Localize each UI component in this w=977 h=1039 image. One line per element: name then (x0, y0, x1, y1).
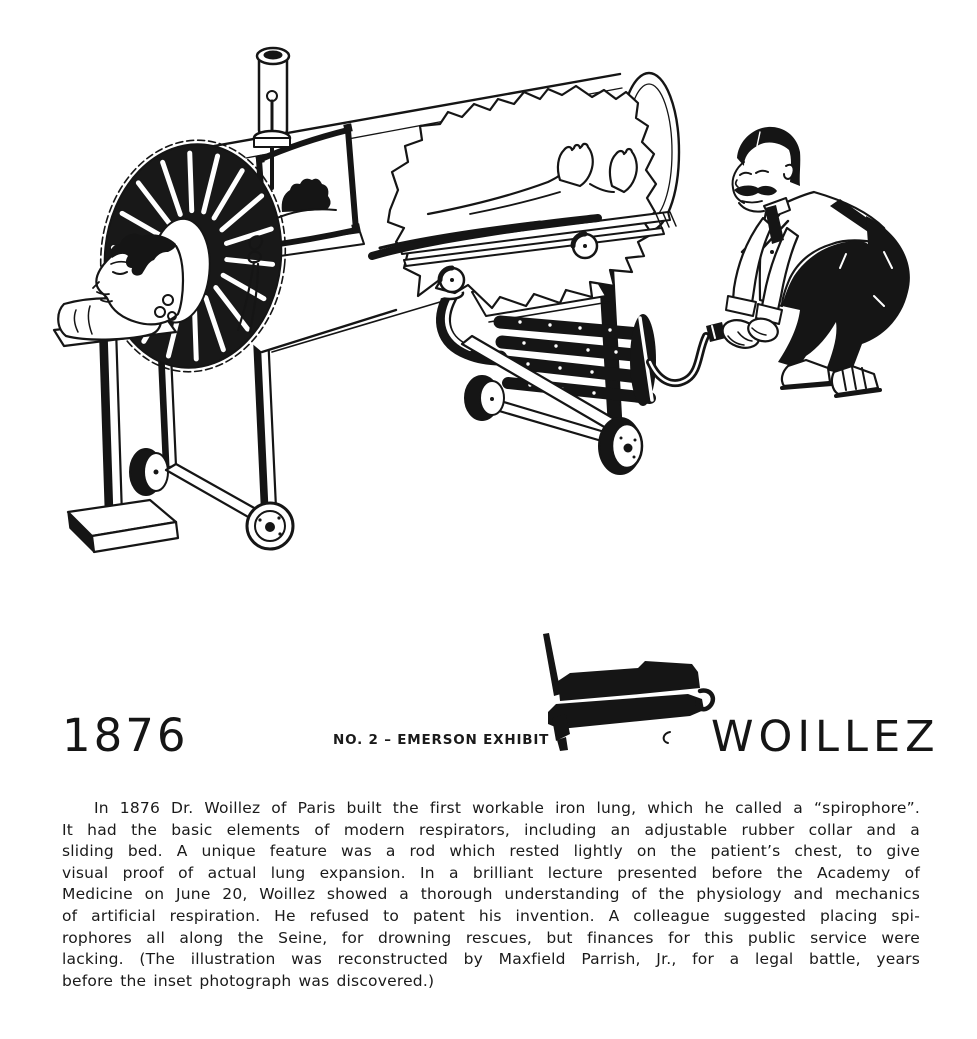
caption-line: Medicine on June 20, Woillez showed a thorough understanding of the physiology and mechanics (62, 885, 920, 904)
closed-eyes (740, 171, 768, 175)
exhibit-label: NO. 2 – EMERSON EXHIBIT (333, 732, 550, 748)
caption-line: lacking. (The illustration was reconstructed by Maxfield Parrish, Jr., for a legal battle, years (62, 950, 920, 969)
caption-line: sliding bed. A unique feature was a rod which rested lightly on the patient’s chest, to give (62, 842, 920, 861)
caption-line: rophores all along the Seine, for drowning rescues, but finances for this public service were (62, 928, 920, 947)
caption-line: visual proof of actual lung expansion. In a brilliant lecture presented before the Academy of (62, 863, 920, 882)
caption-line: It had the basic elements of modern respirators, including an adjustable rubber collar and a (62, 820, 920, 839)
caption-line: In 1876 Dr. Woillez of Paris built the first workable iron lung, which he called a “spirophore”. (94, 799, 920, 817)
year-label: 1876 (62, 709, 189, 762)
caption-paragraph (62, 798, 920, 992)
inset-photograph (543, 633, 713, 751)
caption-line: before the inset photograph was discovered.) (62, 971, 435, 990)
inventor-name-label: WOILLEZ (711, 712, 940, 762)
patient-foot (558, 144, 593, 186)
caption-line: of artificial respiration. He refused to patent his invention. A colleague suggested placing spi- (62, 906, 920, 925)
operator-ear (784, 165, 794, 179)
pump-hose (650, 322, 726, 383)
operator-figure (719, 127, 910, 396)
small-print-mark (664, 732, 670, 743)
operator-mustache (734, 186, 777, 197)
